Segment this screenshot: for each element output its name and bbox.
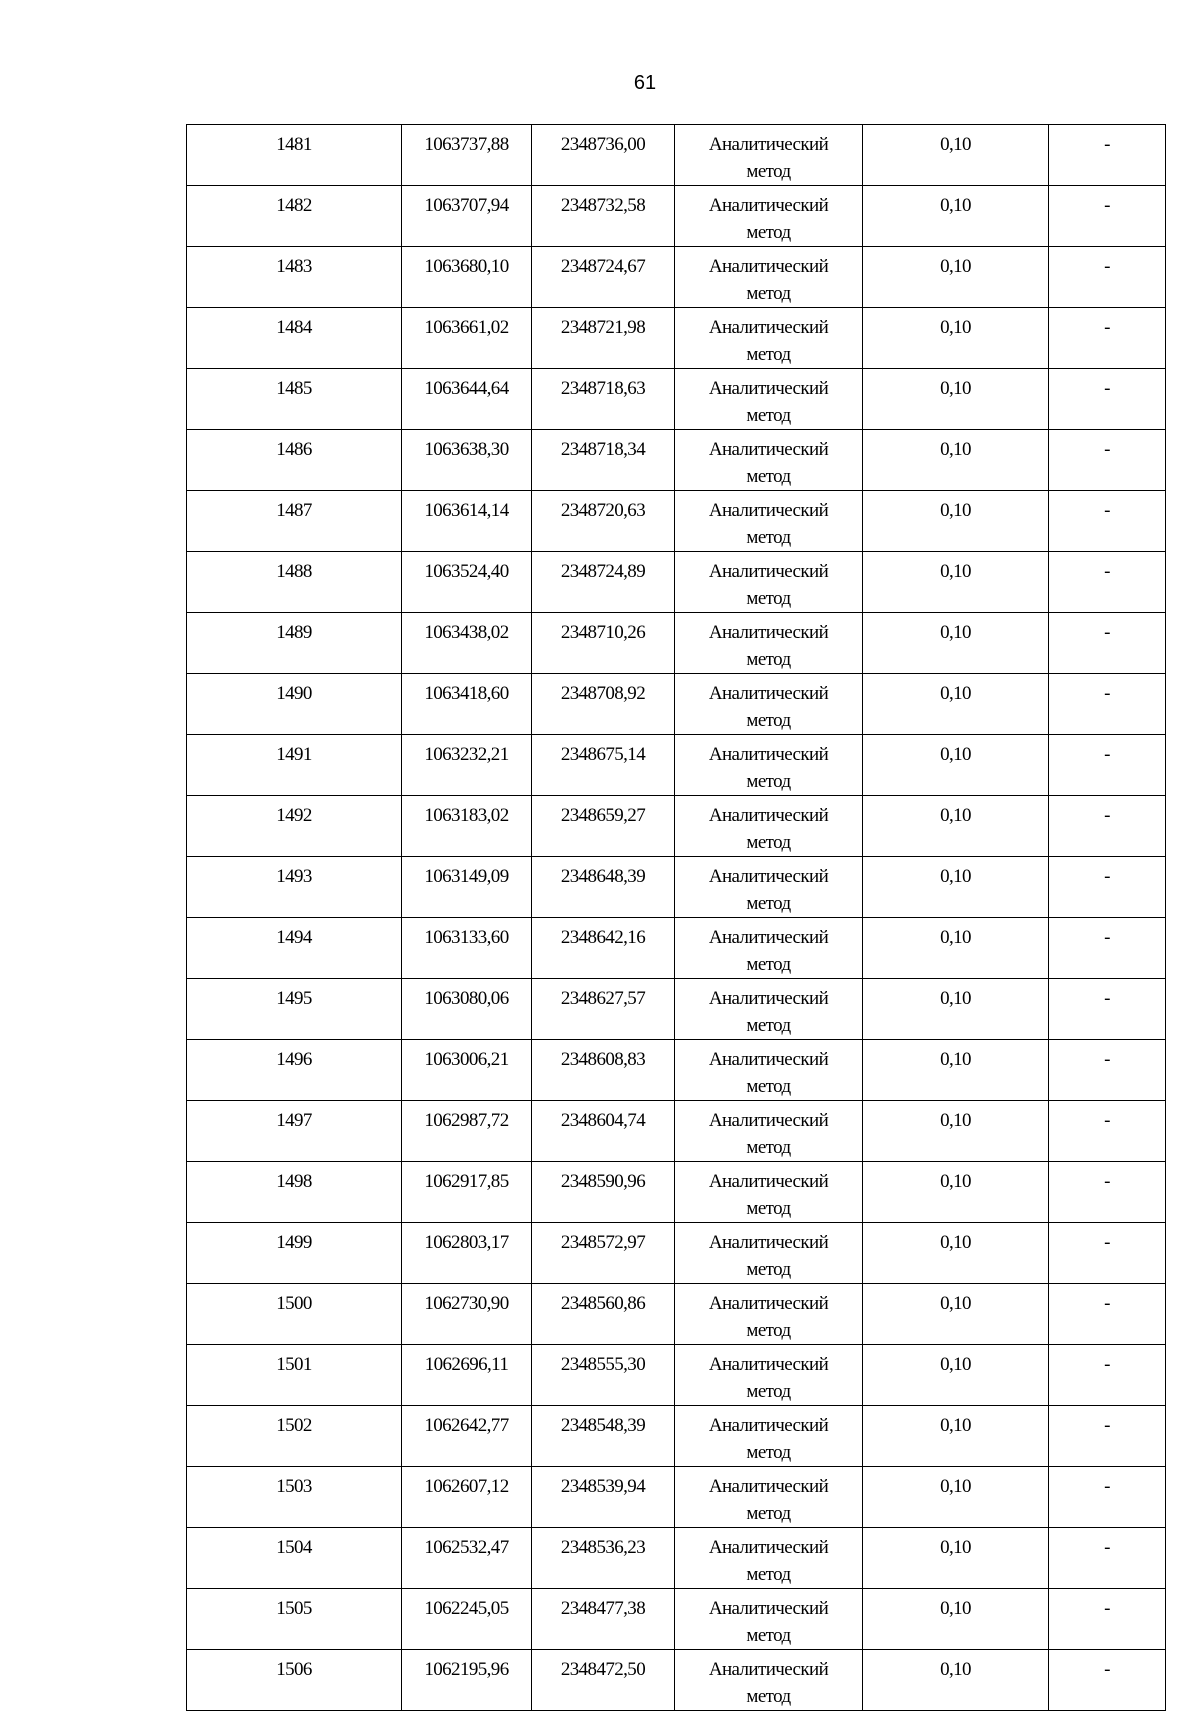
cell-note: -: [1049, 1162, 1166, 1223]
cell-note: -: [1049, 918, 1166, 979]
table-body: [187, 125, 1166, 1711]
cell-point-number: 1490: [187, 674, 402, 735]
method-line-2: метод: [746, 588, 791, 609]
cell-method: [675, 1406, 863, 1467]
method-line-2: метод: [746, 649, 791, 670]
method-line-2: метод: [746, 832, 791, 853]
cell-accuracy: 0,10: [863, 369, 1049, 430]
method-line-1: Аналитический: [708, 256, 829, 277]
cell-note: -: [1049, 1223, 1166, 1284]
cell-method: [675, 369, 863, 430]
cell-method: [675, 613, 863, 674]
cell-method: [675, 247, 863, 308]
cell-y-coordinate: 2348718,34: [532, 430, 675, 491]
method-line-2: метод: [746, 954, 791, 975]
cell-method: [675, 1101, 863, 1162]
cell-y-coordinate: 2348724,67: [532, 247, 675, 308]
cell-note: -: [1049, 247, 1166, 308]
cell-point-number: 1497: [187, 1101, 402, 1162]
method-line-1: Аналитический: [708, 195, 829, 216]
cell-method: [675, 491, 863, 552]
method-line-1: Аналитический: [708, 1354, 829, 1375]
method-line-1: Аналитический: [708, 378, 829, 399]
cell-point-number: 1486: [187, 430, 402, 491]
table-row: [187, 1223, 1166, 1284]
cell-method: [675, 1528, 863, 1589]
method-line-2: метод: [746, 405, 791, 426]
cell-note: -: [1049, 308, 1166, 369]
cell-point-number: 1505: [187, 1589, 402, 1650]
cell-point-number: 1488: [187, 552, 402, 613]
method-line-1: Аналитический: [708, 1659, 829, 1680]
cell-y-coordinate: 2348642,16: [532, 918, 675, 979]
table-row: [187, 735, 1166, 796]
method-line-2: метод: [746, 1320, 791, 1341]
cell-method: [675, 1589, 863, 1650]
cell-y-coordinate: 2348648,39: [532, 857, 675, 918]
cell-x-coordinate: 1063006,21: [402, 1040, 532, 1101]
cell-note: -: [1049, 796, 1166, 857]
cell-y-coordinate: 2348710,26: [532, 613, 675, 674]
cell-accuracy: 0,10: [863, 1589, 1049, 1650]
cell-accuracy: 0,10: [863, 1284, 1049, 1345]
method-line-1: Аналитический: [708, 1049, 829, 1070]
method-line-2: метод: [746, 527, 791, 548]
method-line-1: Аналитический: [708, 927, 829, 948]
cell-method: [675, 125, 863, 186]
cell-accuracy: 0,10: [863, 857, 1049, 918]
table-row: [187, 1406, 1166, 1467]
cell-accuracy: 0,10: [863, 1528, 1049, 1589]
cell-y-coordinate: 2348659,27: [532, 796, 675, 857]
cell-note: -: [1049, 735, 1166, 796]
cell-note: -: [1049, 552, 1166, 613]
table-row: [187, 796, 1166, 857]
method-line-2: метод: [746, 161, 791, 182]
cell-y-coordinate: 2348548,39: [532, 1406, 675, 1467]
table-row: [187, 1345, 1166, 1406]
table-row: [187, 308, 1166, 369]
cell-accuracy: 0,10: [863, 1223, 1049, 1284]
table-row: [187, 491, 1166, 552]
cell-point-number: 1494: [187, 918, 402, 979]
method-line-1: Аналитический: [708, 1232, 829, 1253]
cell-note: -: [1049, 491, 1166, 552]
cell-x-coordinate: 1063614,14: [402, 491, 532, 552]
method-line-2: метод: [746, 710, 791, 731]
cell-x-coordinate: 1063524,40: [402, 552, 532, 613]
cell-point-number: 1501: [187, 1345, 402, 1406]
cell-x-coordinate: 1062532,47: [402, 1528, 532, 1589]
cell-point-number: 1482: [187, 186, 402, 247]
table-row: [187, 1040, 1166, 1101]
cell-note: -: [1049, 1284, 1166, 1345]
method-line-2: метод: [746, 771, 791, 792]
table-row: [187, 1284, 1166, 1345]
cell-accuracy: 0,10: [863, 308, 1049, 369]
cell-point-number: 1503: [187, 1467, 402, 1528]
cell-y-coordinate: 2348477,38: [532, 1589, 675, 1650]
cell-x-coordinate: 1062245,05: [402, 1589, 532, 1650]
table-row: [187, 613, 1166, 674]
cell-x-coordinate: 1062987,72: [402, 1101, 532, 1162]
cell-y-coordinate: 2348590,96: [532, 1162, 675, 1223]
cell-x-coordinate: 1062917,85: [402, 1162, 532, 1223]
cell-x-coordinate: 1062607,12: [402, 1467, 532, 1528]
cell-accuracy: 0,10: [863, 1467, 1049, 1528]
cell-method: [675, 430, 863, 491]
cell-method: [675, 918, 863, 979]
cell-note: -: [1049, 1650, 1166, 1711]
cell-note: -: [1049, 1345, 1166, 1406]
method-line-2: метод: [746, 1259, 791, 1280]
cell-y-coordinate: 2348472,50: [532, 1650, 675, 1711]
cell-y-coordinate: 2348555,30: [532, 1345, 675, 1406]
table-row: [187, 247, 1166, 308]
cell-accuracy: 0,10: [863, 1650, 1049, 1711]
cell-point-number: 1491: [187, 735, 402, 796]
method-line-2: метод: [746, 1198, 791, 1219]
cell-accuracy: 0,10: [863, 674, 1049, 735]
cell-point-number: 1483: [187, 247, 402, 308]
cell-method: [675, 735, 863, 796]
method-line-1: Аналитический: [708, 561, 829, 582]
cell-x-coordinate: 1062696,11: [402, 1345, 532, 1406]
cell-y-coordinate: 2348560,86: [532, 1284, 675, 1345]
method-line-1: Аналитический: [708, 805, 829, 826]
cell-note: -: [1049, 613, 1166, 674]
cell-accuracy: 0,10: [863, 1345, 1049, 1406]
method-line-2: метод: [746, 466, 791, 487]
table-row: [187, 918, 1166, 979]
cell-x-coordinate: 1063149,09: [402, 857, 532, 918]
cell-method: [675, 1040, 863, 1101]
cell-point-number: 1492: [187, 796, 402, 857]
cell-y-coordinate: 2348736,00: [532, 125, 675, 186]
cell-x-coordinate: 1063232,21: [402, 735, 532, 796]
cell-y-coordinate: 2348718,63: [532, 369, 675, 430]
table-row: [187, 857, 1166, 918]
cell-y-coordinate: 2348536,23: [532, 1528, 675, 1589]
cell-note: -: [1049, 186, 1166, 247]
cell-method: [675, 857, 863, 918]
cell-note: -: [1049, 1040, 1166, 1101]
table-row: [187, 186, 1166, 247]
method-line-1: Аналитический: [708, 1415, 829, 1436]
table-row: [187, 1467, 1166, 1528]
cell-note: -: [1049, 369, 1166, 430]
method-line-2: метод: [746, 283, 791, 304]
cell-method: [675, 1284, 863, 1345]
cell-y-coordinate: 2348720,63: [532, 491, 675, 552]
method-line-1: Аналитический: [708, 439, 829, 460]
method-line-2: метод: [746, 1564, 791, 1585]
cell-point-number: 1484: [187, 308, 402, 369]
method-line-2: метод: [746, 1442, 791, 1463]
method-line-1: Аналитический: [708, 622, 829, 643]
cell-point-number: 1498: [187, 1162, 402, 1223]
table-row: [187, 552, 1166, 613]
cell-note: -: [1049, 1467, 1166, 1528]
method-line-1: Аналитический: [708, 1598, 829, 1619]
cell-y-coordinate: 2348708,92: [532, 674, 675, 735]
cell-x-coordinate: 1063080,06: [402, 979, 532, 1040]
cell-accuracy: 0,10: [863, 613, 1049, 674]
cell-point-number: 1496: [187, 1040, 402, 1101]
table-row: [187, 1650, 1166, 1711]
cell-x-coordinate: 1063644,64: [402, 369, 532, 430]
cell-x-coordinate: 1063661,02: [402, 308, 532, 369]
cell-accuracy: 0,10: [863, 186, 1049, 247]
cell-method: [675, 308, 863, 369]
cell-accuracy: 0,10: [863, 1162, 1049, 1223]
method-line-1: Аналитический: [708, 134, 829, 155]
cell-method: [675, 1650, 863, 1711]
method-line-2: метод: [746, 1625, 791, 1646]
table-row: [187, 125, 1166, 186]
method-line-2: метод: [746, 1076, 791, 1097]
cell-x-coordinate: 1062803,17: [402, 1223, 532, 1284]
method-line-1: Аналитический: [708, 1476, 829, 1497]
cell-point-number: 1502: [187, 1406, 402, 1467]
cell-y-coordinate: 2348724,89: [532, 552, 675, 613]
table-row: [187, 1162, 1166, 1223]
table-row: [187, 1101, 1166, 1162]
cell-accuracy: 0,10: [863, 125, 1049, 186]
cell-method: [675, 979, 863, 1040]
cell-y-coordinate: 2348604,74: [532, 1101, 675, 1162]
method-line-1: Аналитический: [708, 988, 829, 1009]
cell-method: [675, 1223, 863, 1284]
method-line-1: Аналитический: [708, 1293, 829, 1314]
cell-method: [675, 1467, 863, 1528]
coordinates-table: [186, 124, 1166, 1711]
method-line-1: Аналитический: [708, 866, 829, 887]
cell-note: -: [1049, 1101, 1166, 1162]
cell-point-number: 1487: [187, 491, 402, 552]
cell-method: [675, 796, 863, 857]
page-number: 61: [633, 72, 657, 94]
cell-accuracy: 0,10: [863, 1040, 1049, 1101]
table-row: [187, 674, 1166, 735]
method-line-2: метод: [746, 1015, 791, 1036]
method-line-2: метод: [746, 1137, 791, 1158]
cell-point-number: 1504: [187, 1528, 402, 1589]
cell-note: -: [1049, 1406, 1166, 1467]
method-line-2: метод: [746, 1503, 791, 1524]
table-row: [187, 369, 1166, 430]
cell-point-number: 1481: [187, 125, 402, 186]
cell-y-coordinate: 2348732,58: [532, 186, 675, 247]
cell-accuracy: 0,10: [863, 979, 1049, 1040]
cell-accuracy: 0,10: [863, 491, 1049, 552]
cell-note: -: [1049, 674, 1166, 735]
cell-point-number: 1495: [187, 979, 402, 1040]
cell-x-coordinate: 1063707,94: [402, 186, 532, 247]
cell-point-number: 1493: [187, 857, 402, 918]
cell-x-coordinate: 1063133,60: [402, 918, 532, 979]
cell-x-coordinate: 1062730,90: [402, 1284, 532, 1345]
method-line-1: Аналитический: [708, 500, 829, 521]
cell-method: [675, 552, 863, 613]
cell-note: -: [1049, 125, 1166, 186]
method-line-2: метод: [746, 893, 791, 914]
cell-y-coordinate: 2348572,97: [532, 1223, 675, 1284]
cell-method: [675, 186, 863, 247]
cell-x-coordinate: 1063418,60: [402, 674, 532, 735]
cell-note: -: [1049, 979, 1166, 1040]
method-line-2: метод: [746, 1381, 791, 1402]
cell-point-number: 1506: [187, 1650, 402, 1711]
method-line-1: Аналитический: [708, 1110, 829, 1131]
cell-x-coordinate: 1062195,96: [402, 1650, 532, 1711]
cell-point-number: 1485: [187, 369, 402, 430]
cell-y-coordinate: 2348675,14: [532, 735, 675, 796]
cell-x-coordinate: 1063680,10: [402, 247, 532, 308]
cell-accuracy: 0,10: [863, 735, 1049, 796]
cell-x-coordinate: 1063183,02: [402, 796, 532, 857]
cell-note: -: [1049, 1589, 1166, 1650]
cell-x-coordinate: 1063638,30: [402, 430, 532, 491]
cell-point-number: 1499: [187, 1223, 402, 1284]
cell-note: -: [1049, 857, 1166, 918]
cell-note: -: [1049, 430, 1166, 491]
cell-x-coordinate: 1063438,02: [402, 613, 532, 674]
cell-accuracy: 0,10: [863, 796, 1049, 857]
method-line-2: метод: [746, 222, 791, 243]
method-line-1: Аналитический: [708, 683, 829, 704]
method-line-2: метод: [746, 344, 791, 365]
table-row: [187, 1528, 1166, 1589]
cell-note: -: [1049, 1528, 1166, 1589]
cell-accuracy: 0,10: [863, 1406, 1049, 1467]
method-line-1: Аналитический: [708, 317, 829, 338]
method-line-1: Аналитический: [708, 1537, 829, 1558]
cell-x-coordinate: 1063737,88: [402, 125, 532, 186]
method-line-2: метод: [746, 1686, 791, 1707]
cell-method: [675, 674, 863, 735]
cell-accuracy: 0,10: [863, 918, 1049, 979]
cell-point-number: 1500: [187, 1284, 402, 1345]
cell-y-coordinate: 2348721,98: [532, 308, 675, 369]
cell-y-coordinate: 2348627,57: [532, 979, 675, 1040]
cell-accuracy: 0,10: [863, 552, 1049, 613]
cell-method: [675, 1162, 863, 1223]
cell-method: [675, 1345, 863, 1406]
cell-x-coordinate: 1062642,77: [402, 1406, 532, 1467]
cell-y-coordinate: 2348608,83: [532, 1040, 675, 1101]
cell-point-number: 1489: [187, 613, 402, 674]
cell-accuracy: 0,10: [863, 1101, 1049, 1162]
cell-accuracy: 0,10: [863, 430, 1049, 491]
table-row: [187, 430, 1166, 491]
table-row: [187, 979, 1166, 1040]
table-row: [187, 1589, 1166, 1650]
cell-y-coordinate: 2348539,94: [532, 1467, 675, 1528]
cell-accuracy: 0,10: [863, 247, 1049, 308]
method-line-1: Аналитический: [708, 1171, 829, 1192]
method-line-1: Аналитический: [708, 744, 829, 765]
